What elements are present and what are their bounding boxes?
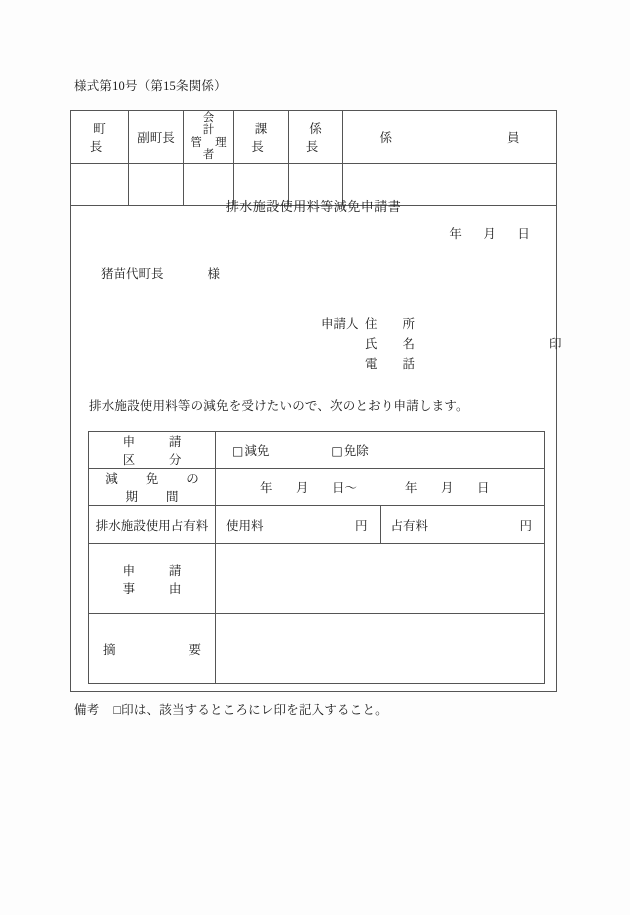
- fee-usage-inner: [224, 506, 372, 543]
- approval-col-staff-label: 係 員: [379, 130, 550, 145]
- submission-date-line: [449, 224, 530, 242]
- fee-occupancy-unit: 円: [519, 518, 532, 533]
- approval-header-row: [71, 111, 557, 164]
- approval-col-mayor-label: 町 長: [89, 121, 133, 154]
- label-reason: [89, 544, 216, 614]
- period-to-year: 年: [405, 481, 418, 495]
- form-outer-frame: [70, 110, 562, 692]
- period-from-month: 月: [296, 481, 309, 495]
- approval-col-mayor: [71, 111, 133, 164]
- fee-usage-cell[interactable]: [216, 506, 380, 543]
- applicant-block: [321, 314, 562, 374]
- checkbox-exemption-icon[interactable]: □: [331, 444, 343, 458]
- value-reason[interactable]: [216, 544, 545, 614]
- period-tilde: ～: [344, 481, 358, 495]
- date-month-label: 月: [483, 227, 496, 241]
- period-to-month: 月: [441, 481, 454, 495]
- table-row-application-category: [89, 432, 545, 469]
- footnote-text: □印は、該当するところにレ印を記入すること。: [113, 703, 388, 717]
- period-to-day: 日: [477, 481, 490, 495]
- label-reason-text: 申 請 事 由: [122, 563, 216, 596]
- form-number: 様式第10号（第15条関係）: [74, 79, 227, 93]
- table-row-reason: [89, 544, 545, 614]
- value-reduction-period[interactable]: [216, 469, 545, 506]
- checkbox-option-exemption[interactable]: [331, 441, 368, 459]
- request-statement: 排水施設使用料等の減免を受けたいので、次のとおり申請します。: [89, 399, 469, 413]
- label-reduction-period-text: 減 免 の 期 間: [105, 472, 227, 504]
- seal-mark: 印: [549, 337, 562, 351]
- label-remarks-text: 摘 要: [103, 642, 201, 657]
- period-range: [226, 478, 534, 496]
- approval-col-subsection-chief-label: 係 長: [305, 121, 349, 154]
- fee-occupancy-inner: [389, 506, 537, 543]
- value-fees: [216, 506, 545, 544]
- addressee-name: 猪苗代町長: [101, 267, 164, 281]
- footnote-lead: 備考: [74, 703, 100, 717]
- label-remarks: [89, 614, 216, 684]
- category-options: [226, 441, 534, 459]
- applicant-address-row: [321, 314, 421, 334]
- date-day-label: 日: [517, 227, 530, 241]
- document-title: 排水施設使用料等減免申請書: [225, 199, 402, 214]
- checkbox-reduction-icon[interactable]: □: [232, 444, 244, 458]
- date-year-label: 年: [449, 227, 462, 241]
- fee-usage-label: 使用料: [226, 518, 264, 533]
- fee-usage-unit: 円: [354, 518, 368, 533]
- approval-col-staff: [343, 111, 557, 164]
- period-from-day: 日: [332, 481, 345, 495]
- fee-occupancy-label: 占有料: [390, 518, 429, 533]
- applicant-phone-row: [321, 354, 421, 374]
- table-row-fees: [89, 506, 545, 544]
- approval-col-deputy-mayor-label: 副町長: [137, 130, 175, 145]
- applicant-name-label: 氏 名: [365, 337, 422, 351]
- addressee-honorific: 様: [207, 267, 221, 281]
- approval-table: [70, 110, 557, 206]
- fees-subtable: [216, 506, 544, 543]
- footnote: [74, 700, 388, 718]
- applicant-phone-label: 電 話: [365, 357, 422, 371]
- approval-col-section-chief-label: 課 長: [251, 121, 294, 154]
- approval-col-accounting-manager: [184, 111, 253, 164]
- approval-col-deputy-mayor: [129, 111, 184, 164]
- value-remarks[interactable]: [216, 614, 545, 684]
- applicant-address-label: 住 所: [365, 317, 422, 331]
- label-fees: [89, 506, 216, 544]
- fee-occupancy-cell[interactable]: [380, 506, 544, 543]
- period-from-year: 年: [260, 481, 273, 495]
- checkbox-reduction-label: 減免: [244, 444, 270, 458]
- addressee: [101, 264, 220, 282]
- label-reduction-period: [89, 469, 227, 506]
- value-application-category: [216, 432, 545, 469]
- checkbox-exemption-label: 免除: [343, 444, 369, 458]
- checkbox-option-reduction[interactable]: [232, 441, 269, 459]
- accounting-line-1: 会 計: [202, 112, 253, 137]
- approval-col-accounting-manager-label: [185, 112, 253, 162]
- accounting-line-2: 管 理 者: [190, 136, 232, 162]
- applicant-name-row: [321, 334, 562, 354]
- label-application-category-text: 申 請 区 分: [122, 435, 216, 467]
- table-row-reduction-period: [89, 469, 545, 506]
- application-table: [88, 431, 545, 684]
- table-row-remarks: [89, 614, 545, 684]
- label-fees-text: 排水施設使用占有料: [95, 518, 209, 533]
- applicant-heading: 申請人: [321, 317, 359, 331]
- label-application-category: [89, 432, 216, 469]
- approval-col-subsection-chief: [289, 111, 349, 164]
